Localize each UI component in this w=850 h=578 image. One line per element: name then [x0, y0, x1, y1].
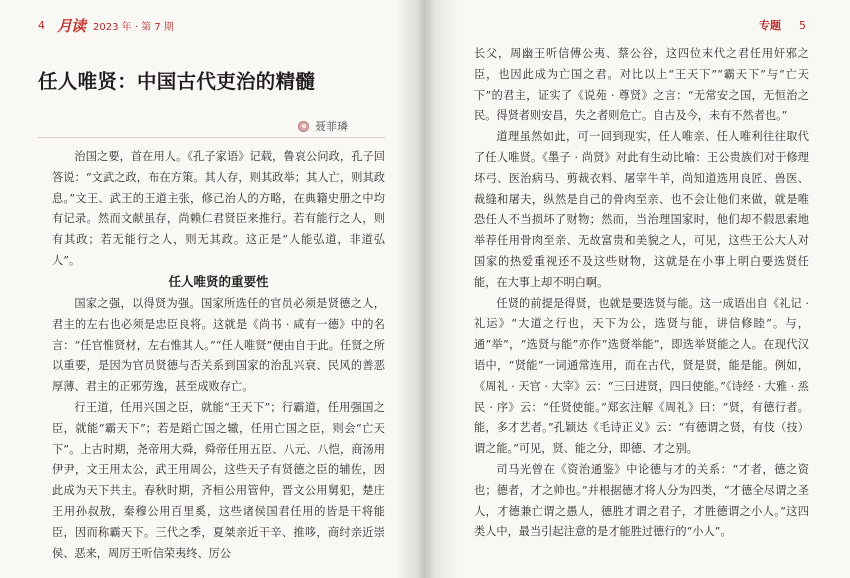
gutter-shadow-left: [395, 0, 425, 578]
section-heading: 任人唯贤的重要性: [168, 274, 269, 289]
magazine-logo: 月读: [57, 16, 86, 35]
right-page-number: 5: [799, 18, 806, 32]
author-byline: [298, 118, 348, 134]
author-bullet-icon: [298, 121, 309, 132]
section-label: 专题: [759, 19, 781, 32]
right-paragraph: 司马光曾在《资治通鉴》中论德与才的关系：“才者，德之资也；德者，才之帅也。”并根据德才将人分为四类，“才德全尽谓之圣人，才德兼亡谓之愚人，德胜才谓之君子，才胜德谓之小人。”这四类人中，最当引起注意的是才能胜过德行的“小人”。: [474, 462, 809, 539]
section-paragraph: 行王道，任用兴国之臣，就能“王天下”；行霸道，任用强国之臣，就能“霸天下”；若是蹈亡国之辙，任用亡国之臣，则会“亡天下”。上古时期，尧帝用大舜，舜帝任用五臣、八元、八恺，商汤用伊尹，文王用太公，武王用周公，这些天子有贤德之臣的辅佐，因此成为天下共主。春秋时期，齐桓公用管仲，晋文公用舅犯，楚庄王用孙叔敖，秦穆公用百里奚，这些诸侯国君任用的皆是干将能臣，因而称霸天下。三代之季，夏桀亲近干辛、推哆，商纣亲近崇侯、恶来，周厉王听信荣夷终、厉公: [52, 400, 385, 560]
gutter-shadow-right: [425, 0, 459, 578]
right-paragraph: 长父，周幽王听信傅公夷、蔡公谷，这四位末代之君任用奸邪之臣，也因此成为亡国之君。对比以上“王天下”“霸天下”与“亡天下”的君主，证实了《说苑 · 尊贤》之言：“无常安之国，无恒治之民。得贤者则安昌，失之者则危亡。自古及今，未有不然者也。”: [474, 47, 809, 123]
article-title: 任人唯贤：中国古代吏治的精髓: [38, 70, 316, 93]
byline-divider: [38, 137, 385, 138]
right-paragraph: 任贤的前提是得贤，也就是要选贤与能。这一成语出自《礼记 · 礼运》“大道之行也，天下为公，选贤与能，讲信修睦”。与，通“举”，“选贤与能”亦作“选贤举能”，即选举贤能之人。在现代汉语中，“贤能”一词通常连用，而在古代，贤是贤，能是能。例如，《周礼 · 天官 · 大宰》云：“三曰进贤，四曰使能。”《诗经 · 大雅 · 烝民 · 序》云：“任贤使能。”郑玄注解《周礼》曰：“贤，有德行者。能，多才艺者。”孔颖达《毛诗正义》云：“有德谓之贤，有伎（技）谓之能。”可见，贤、能之分，即德、才之别。: [474, 296, 809, 456]
right-paragraph: 道理虽然如此，可一回到现实，任人唯亲、任人唯利往往取代了任人唯贤。《墨子 · 尚贤》对此有生动比喻：王公贵族们对于修理坏弓、医治病马、剪裁衣料、屠宰牛羊，尚知道选用良匠、兽医、裁缝和屠夫，纵然是自己的骨肉至亲、也不会让他们来做，就是唯恐任人不当损坏了财物；然而，当治理国家时，他们却不假思索地举荐任用骨肉至亲、无故富贵和美貌之人，可见，这些王公大人对国家的热爱重视还不及这些财物，这就是在小事上明白要选贤任能，在大事上却不明白啊。: [474, 130, 809, 289]
right-body-text: [474, 44, 809, 578]
intro-text: [52, 147, 385, 272]
intro-paragraph: 治国之要，首在用人。《孔子家语》记载，鲁哀公问政，孔子回答说：“文武之政，布在方策。其人存，则其政举；其人亡，则其政息。”文王、武王的王道主张，修己治人的方略，在典籍史册之中均有记录。然而文献虽存，尚赖仁君贤臣来推行。若有能行之人，则有其政；若无能行之人，则无其政。这正是“人能弘道，非道弘人”。: [52, 150, 385, 267]
left-running-header: [38, 14, 174, 36]
right-running-header: [759, 14, 806, 36]
left-page-number: 4: [38, 18, 45, 32]
section-text: [52, 294, 385, 576]
right-page: [425, 0, 850, 578]
author-name: 聂菲璘: [315, 120, 348, 133]
issue-label: 2023 年 · 第 7 期: [93, 21, 174, 33]
section-paragraph: 国家之强，以得贤为强。国家所选任的官员必须是贤德之人，君主的左右也必须是忠臣良将。这就是《尚书 · 咸有一德》中的名言：“任官惟贤材，左右惟其人。”“任人唯贤”便由自于此。任贤之所以重要，是因为官员贤德与否关系到国家的治乱兴衰、民风的善恶厚薄、君主的正邪劳逸，甚至成败存亡。: [52, 297, 385, 394]
